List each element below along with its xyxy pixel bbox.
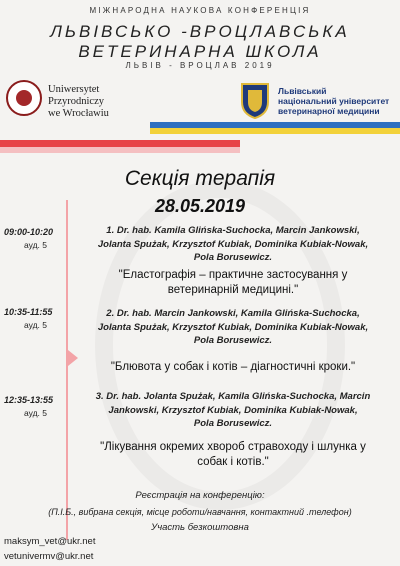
- talk-title: [72, 268, 394, 298]
- talk-authors: [72, 307, 394, 348]
- authors-line: Jankowski, Krzysztof Kubiak, Dominika Kubiak-Nowak,: [108, 404, 358, 416]
- talk-title: [72, 360, 394, 375]
- wroclaw-university-logo: [6, 80, 42, 116]
- email-link[interactable]: maksym_vet@ukr.net: [4, 536, 96, 547]
- wroclaw-name-line: we Wrocławiu: [48, 108, 109, 119]
- talk-title: [72, 440, 394, 470]
- lviv-name-line: ветеринарної медицини: [278, 106, 380, 116]
- authors-line: Pola Borusewicz.: [193, 335, 273, 346]
- talk-title-line: "Лікування окремих хвороб стравоходу і шлунка у: [100, 441, 366, 453]
- wroclaw-name-line: Uniwersytet: [48, 84, 100, 95]
- lviv-name-line: національний університет: [278, 96, 390, 106]
- talk-title-line: "Блювота у собак і котів – діагностичні кроки.": [110, 361, 356, 373]
- talk-title-line: собак і котів.": [197, 456, 269, 468]
- authors-line: Pola Borusewicz.: [193, 418, 273, 429]
- authors-line: Pola Borusewicz.: [193, 252, 273, 263]
- lviv-name-line: Львівський: [278, 86, 327, 96]
- talk-title-line: ветеринарній медицині.": [167, 284, 299, 296]
- talk-authors: [72, 390, 394, 431]
- authors-line: Jolanta Spużak, Krzysztof Kubiak, Dominika Kubiak-Nowak,: [97, 238, 369, 250]
- lviv-university-name: [278, 86, 389, 116]
- talk-room: ауд. 5: [24, 408, 48, 418]
- talk-time: 12:35-13:55: [4, 395, 54, 405]
- talk-room: ауд. 5: [24, 320, 48, 330]
- timeline-line: [66, 200, 68, 540]
- registration-details: (П.І.Б., вибрана секція, місце роботи/навчання, контактний .телефон): [48, 507, 352, 517]
- title-line-2: ВЕТЕРИНАРНА ШКОЛА: [78, 42, 322, 61]
- section-date: 28.05.2019: [154, 196, 246, 216]
- wroclaw-name-line: Przyrodniczy: [48, 96, 104, 107]
- section-title: Секція терапія: [124, 167, 276, 190]
- talk-authors: [72, 224, 394, 265]
- cities-year: ЛЬВІВ - ВРОЦЛАВ 2019: [125, 61, 275, 70]
- conference-label: МІЖНАРОДНА НАУКОВА КОНФЕРЕНЦІЯ: [89, 6, 311, 15]
- talk-room: ауд. 5: [24, 240, 48, 250]
- talk-time: 10:35-11:55: [4, 307, 53, 317]
- participation-free: Участь безкоштовна: [151, 522, 249, 533]
- registration-heading: Реєстрація на конференцію:: [135, 490, 265, 501]
- authors-line: 3. Dr. hab. Jolanta Spużak, Kamila Glińska-Suchocka, Marcin: [95, 391, 371, 402]
- talk-title-line: "Еластографія – практичне застосування у: [118, 269, 348, 281]
- talk-time: 09:00-10:20: [4, 227, 54, 237]
- lviv-university-logo: [236, 80, 274, 120]
- yellow-stripe: [150, 128, 400, 134]
- authors-line: Jolanta Spużak, Krzysztof Kubiak, Dominika Kubiak-Nowak,: [97, 321, 369, 333]
- wroclaw-university-name: [48, 84, 109, 120]
- email-link[interactable]: vetunivermv@ukr.net: [4, 551, 94, 562]
- authors-line: 1. Dr. hab. Kamila Glińska-Suchocka, Marcin Jankowski,: [106, 225, 360, 236]
- red-stripe: [0, 140, 240, 147]
- pink-stripe: [0, 147, 240, 153]
- authors-line: 2. Dr. hab. Marcin Jankowski, Kamila Glińska-Suchocka,: [106, 308, 360, 319]
- title-line-1: ЛЬВІВСЬКО -ВРОЦЛАВСЬКА: [50, 22, 350, 41]
